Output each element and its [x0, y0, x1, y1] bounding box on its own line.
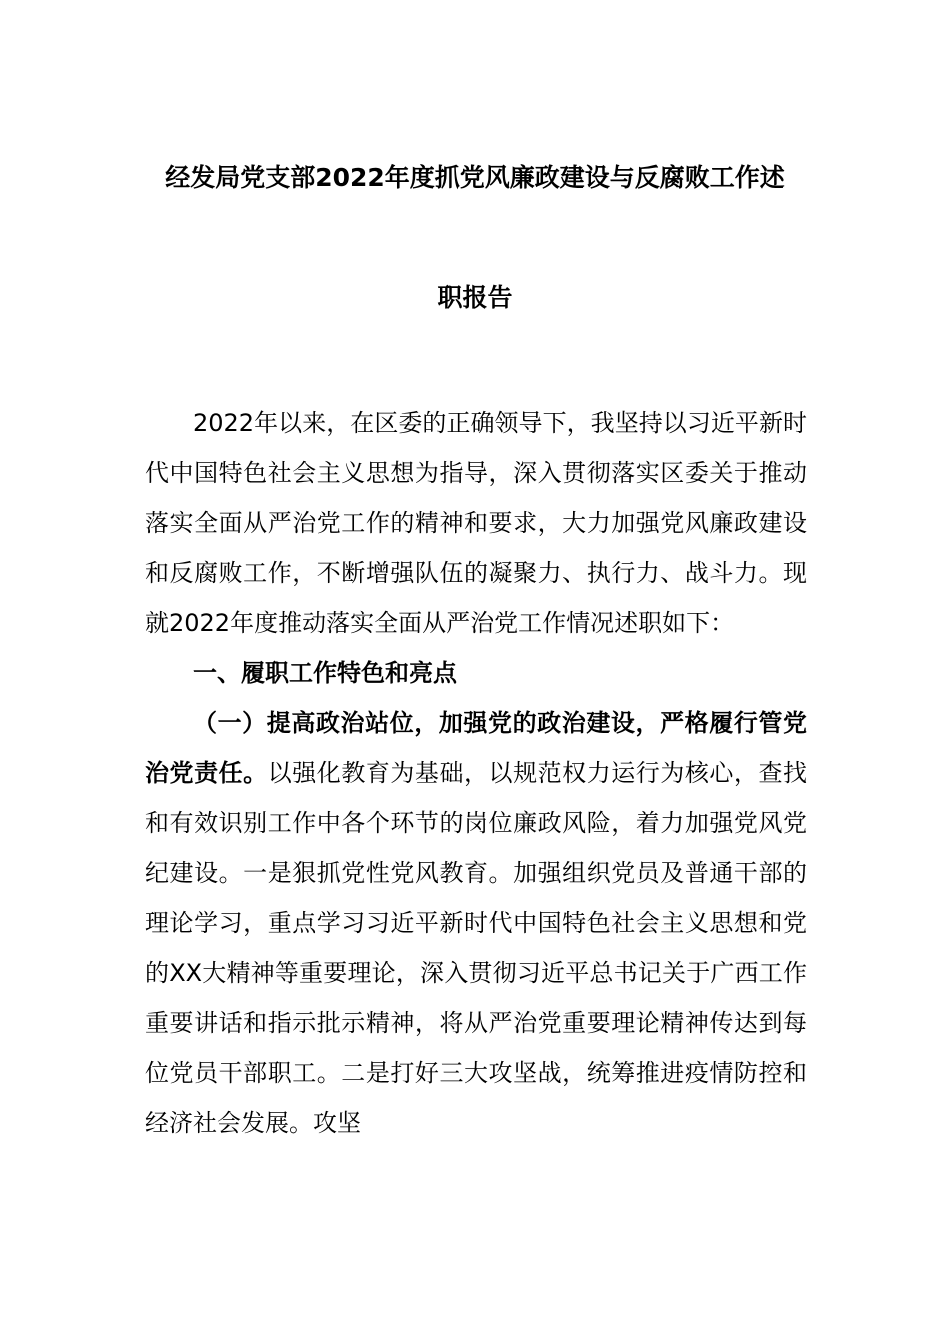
subsection-paragraph-1	[145, 698, 807, 1148]
subsection-text-1: 以强化教育为基础，以规范权力运行为核心，查找和有效识别工作中各个环节的岗位廉政风险，着力加强党风党纪建设。一是狠抓党性党风教育。加强组织党员及普通干部的理论学习，重点学习习近平新时代中国特色社会主义思想和党的XX大精神等重要理论，深入贯彻习近平总书记关于广西工作重要讲话和指示批示精神，将从严治党重要理论精神传达到每位党员干部职工。二是打好三大攻坚战，统筹推进疫情防控和经济社会发展。攻坚	[145, 759, 808, 1137]
intro-paragraph: 2022年以来，在区委的正确领导下，我坚持以习近平新时代中国特色社会主义思想为指导，深入贯彻落实区委关于推动落实全面从严治党工作的精神和要求，大力加强党风廉政建设和反腐败工作，不断增强队伍的凝聚力、执行力、战斗力。现就2022年度推动落实全面从严治党工作情况述职如下：	[145, 409, 807, 637]
subsection-heading-1: （一）提高政治站位，加强党的政治建设，严格履行管党治党责任。	[145, 709, 807, 787]
document-body	[145, 398, 807, 1148]
document-title-line-1: 经发局党支部2022年度抓党风廉政建设与反腐败工作述	[165, 163, 785, 192]
section-heading-1: 一、履职工作特色和亮点	[193, 659, 457, 687]
document-title-line-2: 职报告	[437, 283, 513, 312]
